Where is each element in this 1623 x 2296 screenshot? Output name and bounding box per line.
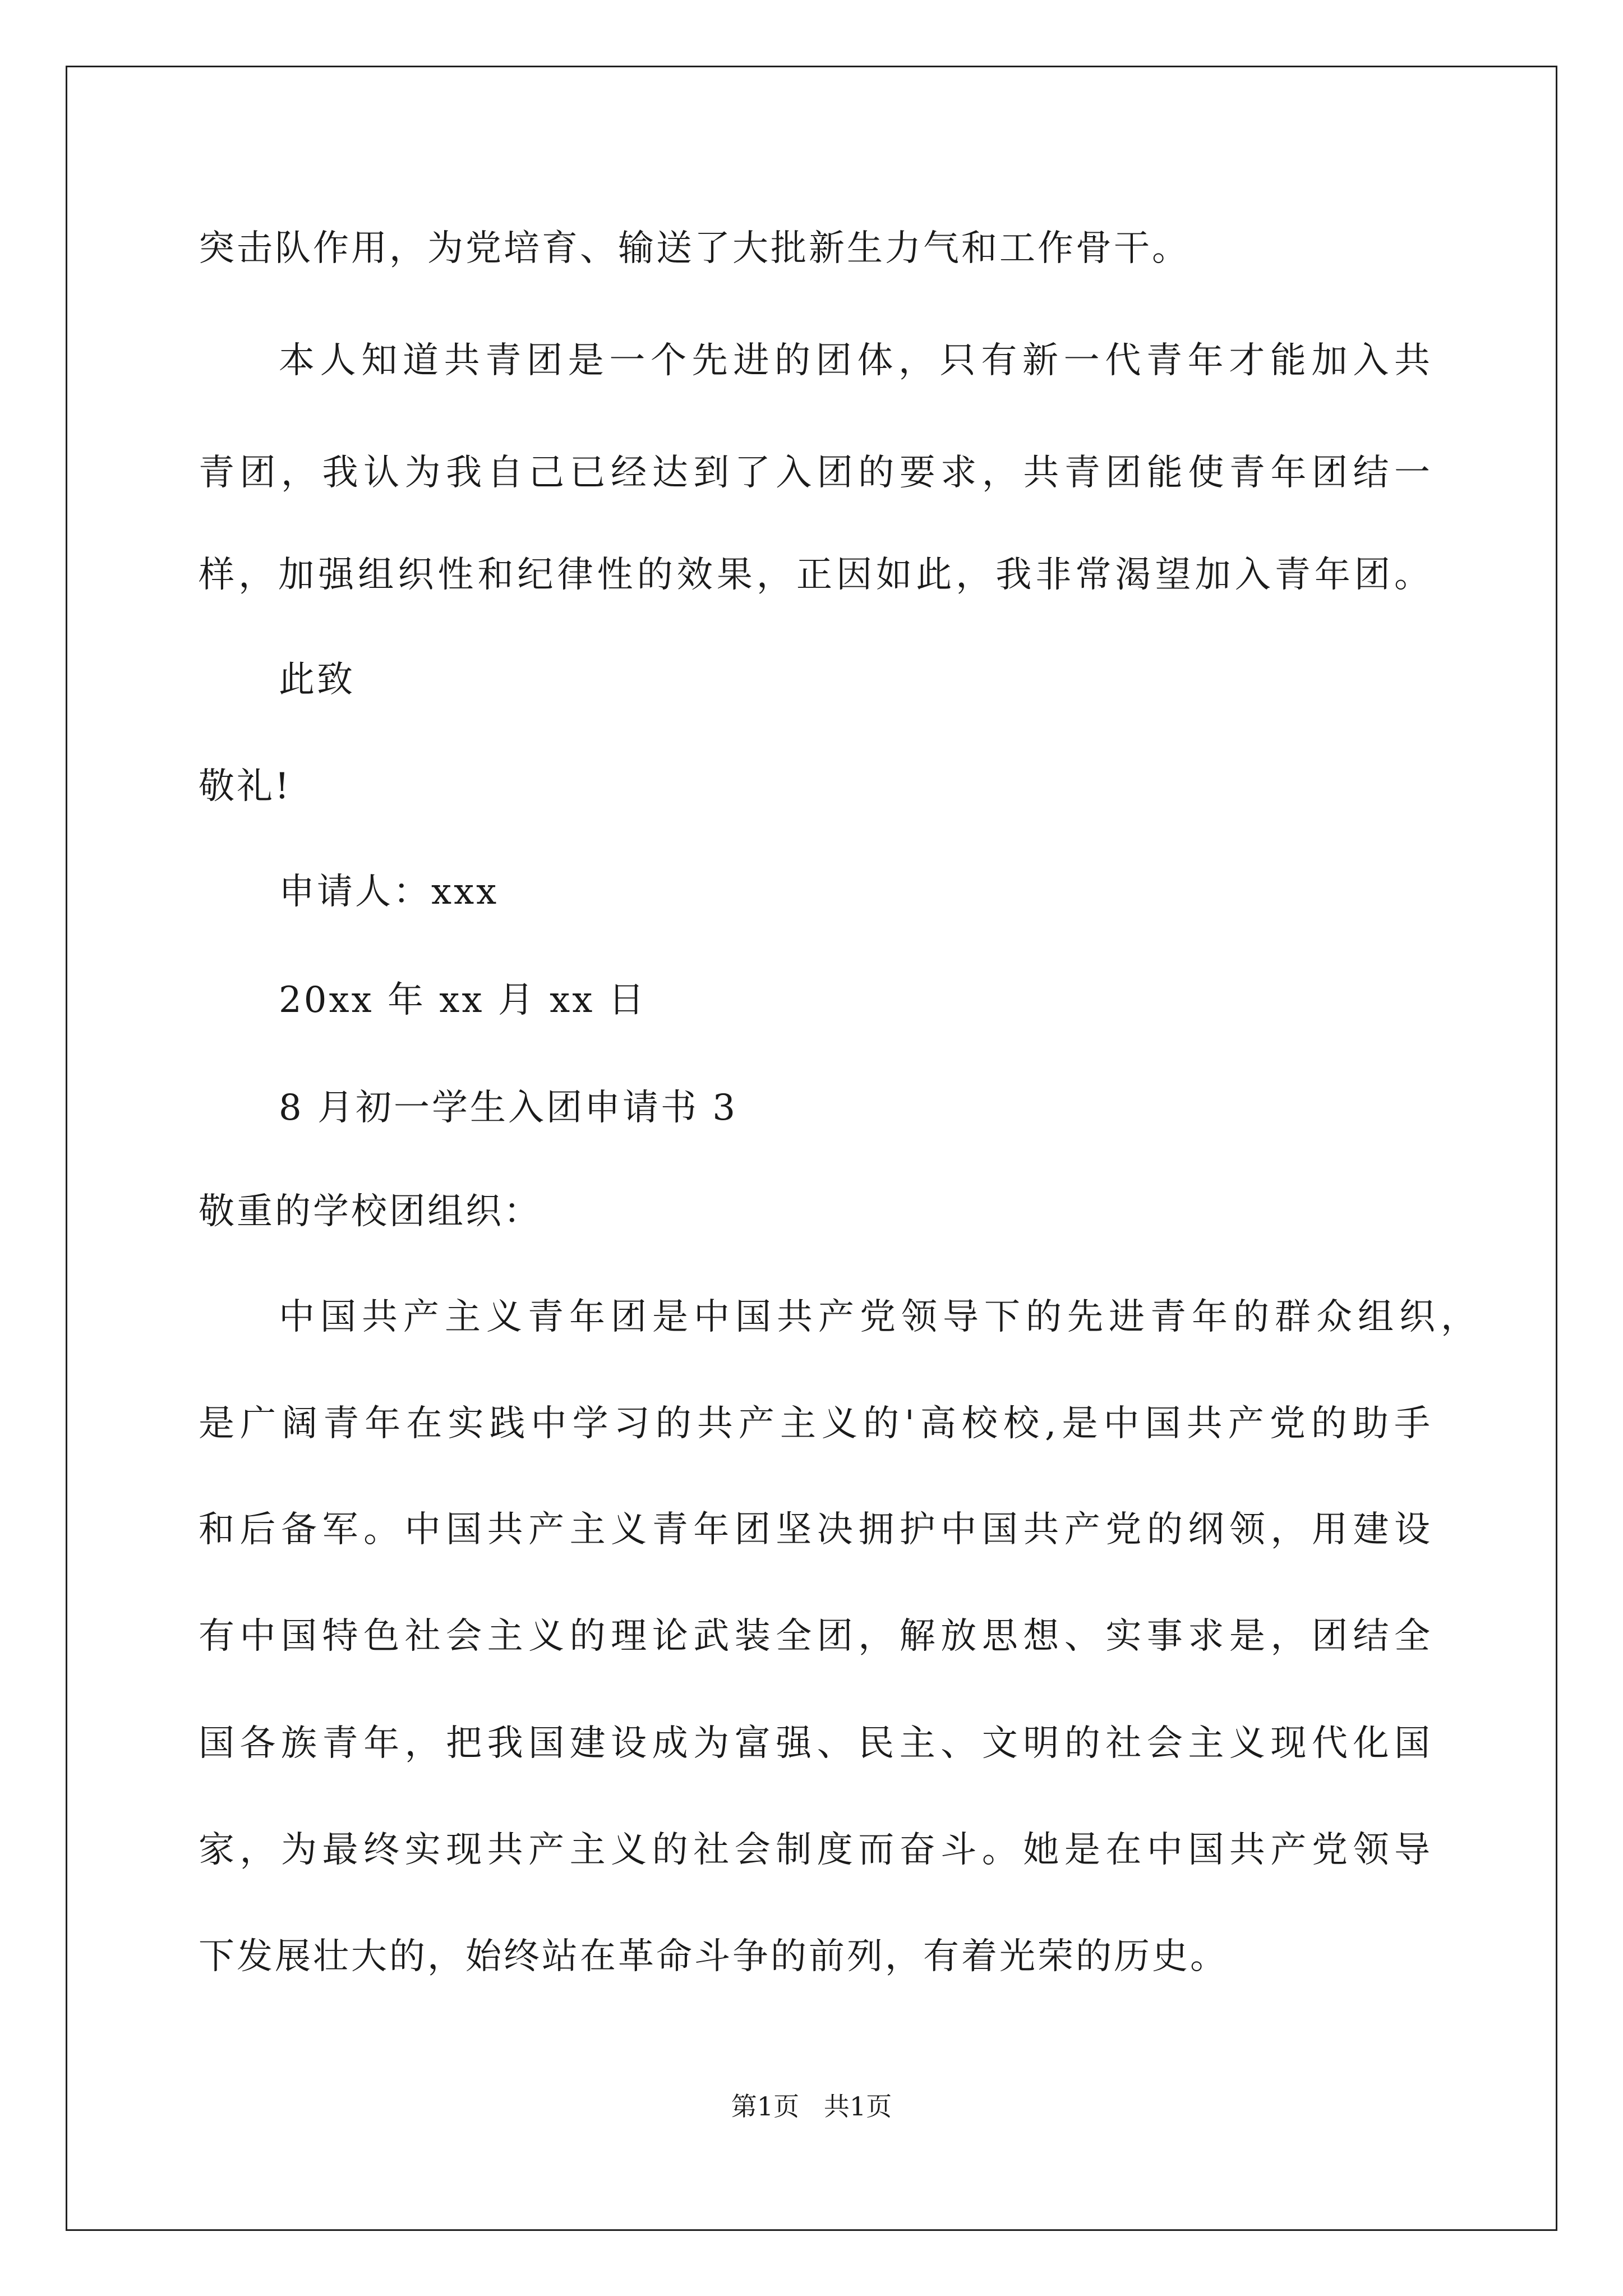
paragraph-line: 家，为最终实现共产主义的社会制度而奋斗。她是在中国共产党领导 <box>199 1829 1432 1871</box>
section-heading: 8 月初一学生入团申请书 3 <box>279 1087 738 1129</box>
paragraph-line: 中国共产主义青年团是中国共产党领导下的先进青年的群众组织， <box>279 1296 1479 1338</box>
salutation-line: 此致 <box>279 659 355 701</box>
paragraph-line: 有中国特色社会主义的理论武装全团，解放思想、实事求是，团结全 <box>199 1616 1432 1657</box>
paragraph-line: 本人知道共青团是一个先进的团体，只有新一代青年才能加入共 <box>279 340 1432 381</box>
greeting-line: 敬重的学校团组织： <box>199 1191 542 1232</box>
paragraph-line: 下发展壮大的，始终站在革命斗争的前列，有着光荣的历史。 <box>199 1936 1228 1977</box>
applicant-line: 申请人：xxx <box>279 871 499 913</box>
date-line: 20xx 年 xx 月 xx 日 <box>279 979 647 1021</box>
paragraph-line: 国各族青年，把我国建设成为富强、民主、文明的社会主义现代化国 <box>199 1723 1432 1764</box>
closing-line: 敬礼! <box>199 766 292 807</box>
paragraph-line: 样，加强组织性和纪律性的效果，正因如此，我非常渴望加入青年团。 <box>199 554 1432 596</box>
paragraph-line: 突击队作用，为党培育、输送了大批新生力气和工作骨干。 <box>199 228 1190 269</box>
page-border <box>66 66 1557 2231</box>
paragraph-line: 是广阔青年在实践中学习的共产主义的'高校校,是中国共产党的助手 <box>199 1403 1432 1444</box>
page-footer: 第1页 共1页 <box>731 2091 892 2122</box>
paragraph-line: 和后备军。中国共产主义青年团坚决拥护中国共产党的纲领，用建设 <box>199 1509 1432 1550</box>
paragraph-line: 青团，我认为我自己已经达到了入团的要求，共青团能使青年团结一 <box>199 452 1432 494</box>
